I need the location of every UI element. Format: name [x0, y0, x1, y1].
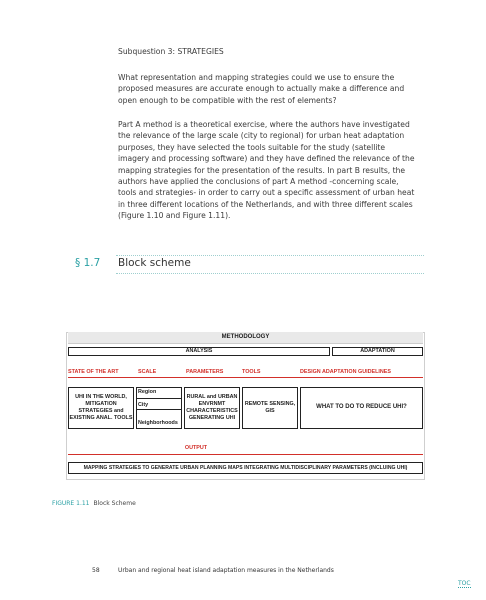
- parameters-label: PARAMETERS: [186, 368, 224, 375]
- uhi-world-box: UHI IN THE WORLD, MITIGATION STRATEGIES and EXISTING ANAL. TOOLS: [68, 387, 134, 429]
- mapping-strategies-box: MAPPING STRATEGIES TO GENERATE URBAN PLANNING MAPS INTEGRATING MULTIDISCIPLINARY PARAMETERS (INCLUING UHI): [68, 462, 423, 474]
- what-to-do-box: WHAT TO DO TO REDUCE UHI?: [300, 387, 423, 429]
- tools-label: TOOLS: [242, 368, 261, 375]
- section-rule-bottom: [116, 273, 424, 274]
- figure-label: FIGURE 1.11: [52, 500, 90, 507]
- scale-divider-1: [136, 398, 182, 399]
- city-label: City: [138, 402, 149, 408]
- design-guidelines-label: DESIGN ADAPTATION GUIDELINES: [300, 368, 391, 375]
- red-divider-output: [68, 454, 423, 455]
- neighborhoods-label: Neighborhoods: [138, 420, 178, 426]
- rural-urban-box: RURAL and URBAN ENVRNMT CHARACTERISTICS GENERATING UHI: [184, 387, 240, 429]
- analysis-box: ANALYSIS: [68, 347, 330, 356]
- question-paragraph: What representation and mapping strategies could we use to ensure the proposed measures are accurate enough to actually make a difference and open enough to be compatible with the rest of elements?: [118, 73, 405, 105]
- figure-caption: [52, 500, 136, 507]
- subquestion-heading: Subquestion 3: STRATEGIES: [118, 47, 224, 56]
- body-paragraph: Part A method is a theoretical exercise, where the authors have investigated the relevance of the large scale (city to regional) for urban heat adaptation purposes, they have selected the tools suitable for the study (satellite imagery and processing software) and they have defined the relevance of the mapping strategies for the presentation of the results. In part B results, the authors have applied the conclusions of part A method -concerning scale, tools and strategies- in order to carry out a specific assessment of urban heat in three different locations of the Netherlands, and with three different scales (Figure 1.10 and Figure 1.11).: [118, 120, 415, 221]
- region-label: Region: [138, 389, 157, 395]
- section-rule-top: [116, 255, 424, 256]
- output-label: OUTPUT: [184, 444, 208, 451]
- running-footer-title: Urban and regional heat island adaptation measures in the Netherlands: [118, 567, 334, 574]
- scale-divider-2: [136, 409, 182, 410]
- figure-caption-text: Block Scheme: [93, 500, 136, 507]
- state-of-the-art-label: STATE OF THE ART: [68, 368, 119, 375]
- red-divider: [68, 377, 423, 378]
- adaptation-box: ADAPTATION: [332, 347, 423, 356]
- scale-label: SCALE: [138, 368, 157, 375]
- methodology-label: METHODOLOGY: [68, 332, 423, 344]
- section-number: § 1.7: [75, 257, 101, 269]
- page-number: 58: [92, 567, 100, 574]
- remote-sensing-box: REMOTE SENSING, GIS: [242, 387, 298, 429]
- section-title: Block scheme: [118, 257, 191, 269]
- toc-link[interactable]: TOC: [458, 580, 471, 587]
- block-scheme-diagram: [66, 332, 425, 480]
